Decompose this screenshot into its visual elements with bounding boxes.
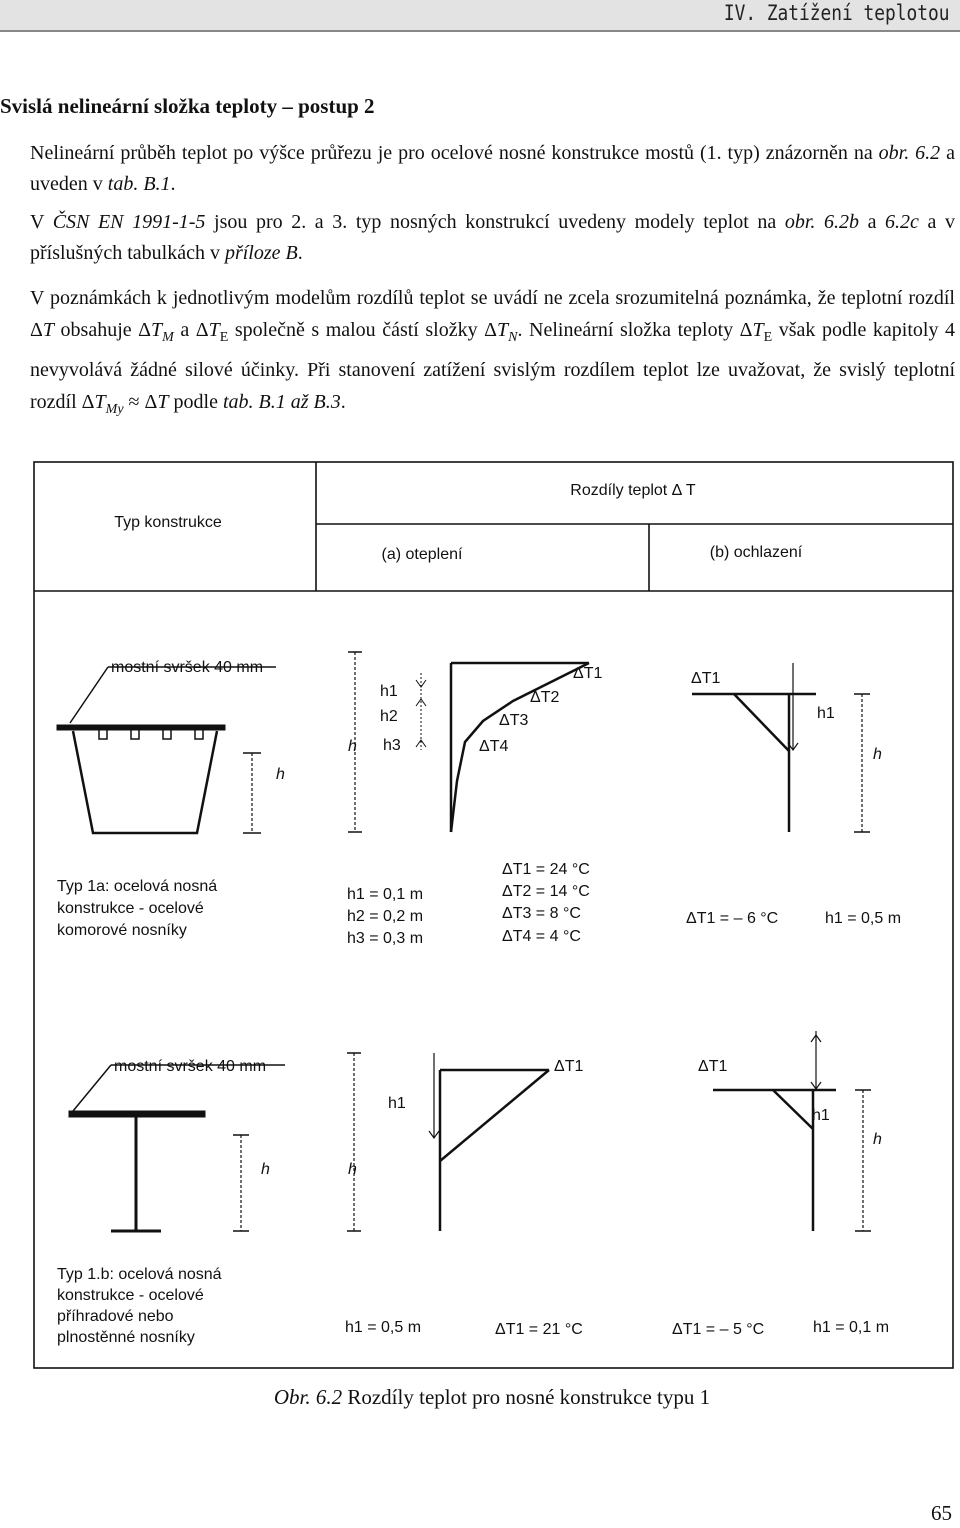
row1-label-deck: mostní svršek 40 mm [111,659,264,676]
row2-heating-dT-value: ΔT1 = 21 °C [495,1321,583,1338]
row1-cooling-dT-value: ΔT1 = – 6 °C [686,910,779,927]
row1-label-h2: h2 [380,708,398,725]
svg-text:ΔT3 = 8 °C: ΔT3 = 8 °C [502,905,581,922]
row1-cooling-diagram [692,663,870,832]
paragraph-1: Nelineární průběh teplot po výšce průřezu je pro ocelové nosné konstrukce mostů (1. typ) znázorněn na obr. 6.2 a uveden v tab. B.1. [30,142,955,195]
svg-text:h1 = 0,1 m: h1 = 0,1 m [347,886,424,903]
row2-label-h1: h1 [388,1095,406,1112]
svg-text:Typ 1.b: ocelová nosná: Typ 1.b: ocelová nosná [57,1266,222,1283]
row1-label-dT1: ΔT1 [573,665,603,682]
row2-heating-diagram [347,1053,549,1231]
paragraph-2: V ČSN EN 1991-1-5 jsou pro 2. a 3. typ nosných konstrukcí uvedeny modely teplot na obr. 6.2b a 6.2c a v příslušných tabulkách v příloze B. [30,211,955,264]
row2-plate-girder-sketch [69,1065,285,1231]
row2-label-h: h [261,1161,270,1178]
row1-label-h1: h1 [380,683,398,700]
row1-cooling-h1: h1 [817,705,835,722]
svg-text:příhradové nebo: příhradové nebo [57,1308,174,1325]
figure-reference[interactable]: obr. 6.2 [878,142,941,164]
row1-heating-h: h [348,738,357,755]
svg-text:Typ 1a: ocelová nosná: Typ 1a: ocelová nosná [57,878,218,895]
section-title: Svislá nelineární složka teploty – postup 2 [0,94,375,118]
table-reference[interactable]: tab. B.1 [107,173,171,195]
paragraph-3: V poznámkách k jednotlivým modelům rozdílů teplot se uvádí ne zcela srozumitelná poznámka, že teplotní rozdíl ΔT obsahuje $\Delta T_M$ a $\Delta T_E$ společně s malou částí složky $\Delta T_N$. Nelineární složka teploty $\Delta T_E$ však podle kapitoly 4 nevyvolává žádné silové účinky. Při stanovení zatížení svislým rozdílem teplot lze uvažovat, že svislý teplotní rozdíl $\Delta T_{My} \approx \Delta T$ podle tab. B.1 až B.3. [30,287,955,417]
column-header-type: Typ konstrukce [114,514,222,531]
column-header-differences: Rozdíly teplot Δ T [570,482,696,499]
figure-caption-label: Obr. 6.2 [273,1385,343,1409]
column-header-heating: (a) oteplení [381,546,463,563]
row1-label-dT3: ΔT3 [499,712,529,729]
row2-cooling-dT1: ΔT1 [698,1058,728,1075]
row1-cooling-h-value: h1 = 0,5 m [825,910,902,927]
row1-heating-values [502,861,590,945]
running-header [0,0,960,32]
row2-label-dT1: ΔT1 [554,1058,584,1075]
row2-cooling-h-value: h1 = 0,1 m [813,1319,890,1336]
row1-cooling-dT1: ΔT1 [691,670,721,687]
column-header-cooling: (b) ochlazení [709,544,803,561]
page-number: 65 [931,1501,952,1525]
row2-label-deck: mostní svršek 40 mm [114,1058,267,1075]
table-reference[interactable]: tab. B.1 až B.3 [222,391,341,413]
row2-heating-h: h [348,1161,357,1178]
svg-text:konstrukce - ocelové: konstrukce - ocelové [57,900,204,917]
row2-cooling-h: h [873,1131,882,1148]
svg-text:ΔT1 = 24 °C: ΔT1 = 24 °C [502,861,590,878]
row1-label-h: h [276,766,285,783]
row1-label-h3: h3 [383,737,401,754]
row1-label-dT4: ΔT4 [479,738,509,755]
row1-box-girder-sketch [57,667,276,833]
row2-cooling-diagram [713,1031,871,1231]
row2-description [57,1266,222,1346]
svg-text:plnostěnné nosníky: plnostěnné nosníky [57,1329,195,1346]
svg-text:komorové nosníky: komorové nosníky [57,922,187,939]
row1-cooling-h: h [873,746,882,763]
row1-description [57,878,217,939]
svg-text:h2 = 0,2 m: h2 = 0,2 m [347,908,424,925]
standard-reference: ČSN EN 1991-1-5 [52,211,206,233]
figure-caption-text: Rozdíly teplot pro nosné konstrukce typu 1 [342,1385,711,1409]
svg-text:h3 = 0,3 m: h3 = 0,3 m [347,930,424,947]
row2-heating-h-value: h1 = 0,5 m [345,1319,422,1336]
figure-reference[interactable]: 6.2c [885,211,919,233]
row2-cooling-dT-value: ΔT1 = – 5 °C [672,1321,765,1338]
annex-reference[interactable]: příloze B [224,242,298,264]
svg-text:konstrukce - ocelové: konstrukce - ocelové [57,1287,204,1304]
row2-cooling-h1: h1 [812,1107,830,1124]
row1-heating-heights [347,886,423,947]
svg-text:ΔT2 = 14 °C: ΔT2 = 14 °C [502,883,590,900]
figure-caption [0,1385,960,1410]
figure-temperature-differences [33,461,954,1370]
figure-reference[interactable]: obr. 6.2b [784,211,859,233]
chapter-title: IV. Zatížení teplotou [724,1,950,25]
svg-text:ΔT4 = 4 °C: ΔT4 = 4 °C [502,928,581,945]
row1-label-dT2: ΔT2 [530,689,560,706]
